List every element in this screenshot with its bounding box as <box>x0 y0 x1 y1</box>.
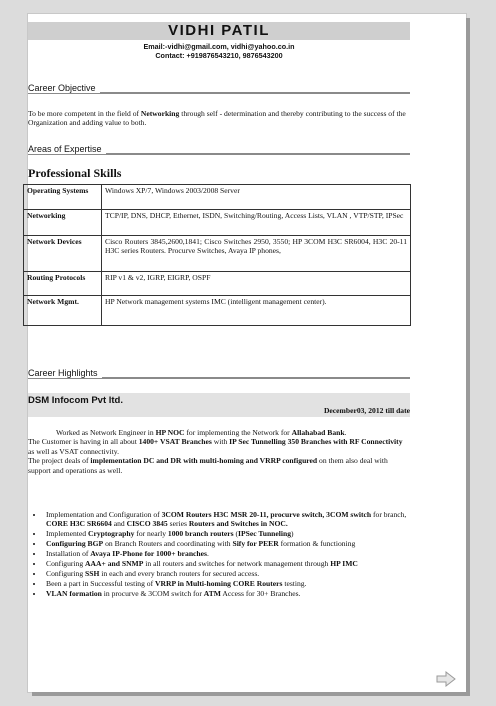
career-objective-heading: Career Objective <box>28 83 410 94</box>
skills-row <box>24 296 411 326</box>
list-item: • VLAN formation in procurve & 3COM switch for ATM Access for 30+ Branches. <box>44 589 426 598</box>
skill-detail: Cisco Routers 3845,2600,1841; Cisco Switches 2950, 3550; HP 3COM H3C SR6004, H3C 20-11 H3C series Routers. Procurve Switches, Avaya IP phones, <box>102 236 411 272</box>
skill-detail: HP Network management systems IMC (intelligent management center). <box>102 296 411 326</box>
job-intro <box>28 428 410 475</box>
contact-line: Contact: +919876543210, 9876543200 <box>155 51 283 60</box>
areas-of-expertise-heading: Areas of Expertise <box>28 144 410 155</box>
skill-category: Network Mgmt. <box>24 296 102 326</box>
skills-table <box>23 184 411 326</box>
right-arrow-icon[interactable] <box>436 671 456 687</box>
list-item: • Installation of Avaya IP-Phone for 1000+ branches. <box>44 549 426 558</box>
skill-detail: Windows XP/7, Windows 2003/2008 Server <box>102 185 411 210</box>
skill-category: Network Devices <box>24 236 102 272</box>
list-item: • Been a part in Successful testing of VRRP in Multi-homing CORE Routers testing. <box>44 579 426 588</box>
job-intro-p1: Worked as Network Engineer in HP NOC for implementing the Network for Allahabad Bank. <box>56 428 347 437</box>
career-objective-text: To be more competent in the field of Networking through self - determination and thereby contributing to the success of the Organization and adding value to both. <box>28 109 406 128</box>
skill-category: Routing Protocols <box>24 272 102 296</box>
job-intro-p2: The Customer is having in all about 1400+ VSAT Branches with IP Sec Tunnelling 350 Branches with RF Connectivity as well as VSAT connectivity. <box>28 437 403 456</box>
list-item: • Implemented Cryptography for nearly 1000 branch routers (IPSec Tunneling) <box>44 529 426 538</box>
skills-row <box>24 185 411 210</box>
list-item: • Configuring AAA+ and SNMP in all routers and switches for network management through HP IMC <box>44 559 426 568</box>
skills-row <box>24 272 411 296</box>
company-name: DSM Infocom Pvt ltd. <box>28 395 123 406</box>
company-banner <box>28 393 410 417</box>
skill-detail: TCP/IP, DNS, DHCP, Ethernet, ISDN, Switching/Routing, Access Lists, VLAN , VTP/STP, IPSec <box>102 210 411 236</box>
skill-category: Operating Systems <box>24 185 102 210</box>
job-intro-p3: The project deals of implementation DC and DR with multi-homing and VRRP configured on them also deal with support and operations as well. <box>28 456 388 475</box>
email-line: Email:-vidhi@gmail.com, vidhi@yahoo.co.in <box>143 42 295 51</box>
skills-row <box>24 236 411 272</box>
responsibilities-list <box>28 510 426 599</box>
list-item: • Configuring SSH in each and every branch routers for secured access. <box>44 569 426 578</box>
skills-row <box>24 210 411 236</box>
list-item: • Implementation and Configuration of 3COM Routers H3C MSR 20-11, procurve switch, 3COM switch for branch, CORE H3C SR6604 and CISCO 3845 series Routers and Switches in NOC. <box>44 510 426 529</box>
career-highlights-heading: Career Highlights <box>28 368 410 379</box>
skill-detail: RIP v1 & v2, IGRP, EIGRP, OSPF <box>102 272 411 296</box>
skill-category: Networking <box>24 210 102 236</box>
candidate-name: VIDHI PATIL <box>28 22 410 40</box>
professional-skills-heading: Professional Skills <box>28 166 122 180</box>
employment-date: December03, 2012 till date <box>323 406 410 415</box>
list-item: • Configuring BGP on Branch Routers and coordinating with Sify for PEER formation & functioning <box>44 539 426 548</box>
